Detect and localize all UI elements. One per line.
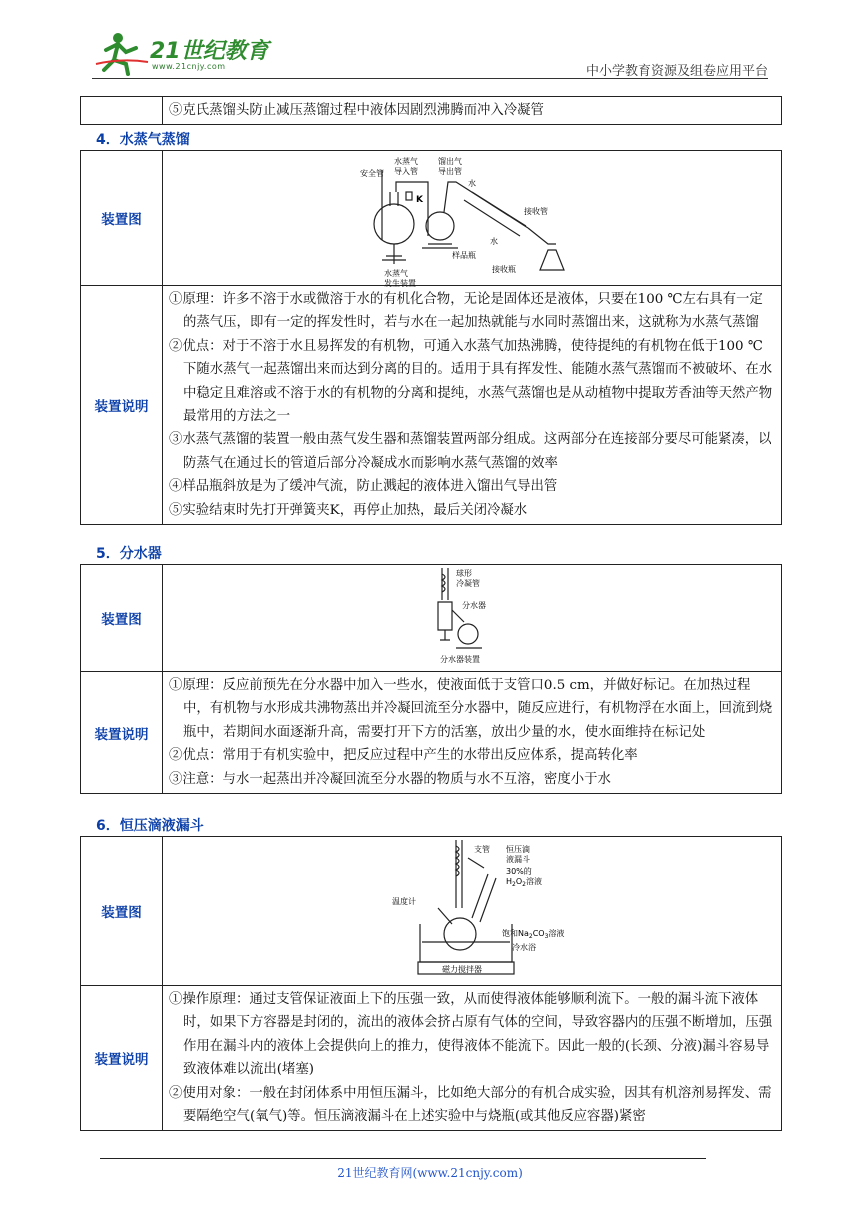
- section-title-pressure-funnel: 6．恒压滴液漏斗: [96, 818, 204, 834]
- figure-cell: [163, 151, 782, 286]
- fig-label: 装置图: [81, 151, 163, 286]
- label-thermometer: 温度计: [392, 897, 416, 906]
- label-stirrer: 磁力搅拌器: [442, 965, 482, 974]
- label-separator: 分水器: [462, 601, 486, 610]
- page-header: [92, 28, 768, 80]
- table-water-separator: [80, 564, 782, 794]
- fig-label: 装置图: [81, 837, 163, 986]
- footer-divider: [100, 1158, 706, 1159]
- label-distill-out-1: 馏出气: [438, 157, 462, 166]
- steam-distillation-diagram: [352, 152, 592, 288]
- platform-name: 中小学教育资源及组卷应用平台: [585, 64, 768, 79]
- desc-item: ③注意：与水一起蒸出并冷凝回流至分水器的物质与水不互溶，密度小于水: [169, 771, 611, 787]
- label-na2co3: 饱和$Na_2CO_3$溶液: [502, 929, 565, 940]
- table-continued: [80, 96, 782, 125]
- empty-label-cell: [81, 97, 163, 125]
- desc-item: ②优点：常用于有机实验中，把反应过程中产生的水带出反应体系，提高转化率: [169, 748, 638, 764]
- label-water-bottom: 水: [490, 237, 498, 246]
- label-safety-tube: 安全管: [360, 169, 384, 178]
- label-bath: 冷水浴: [512, 943, 536, 952]
- label-h2o2-1: 30%的: [506, 867, 532, 876]
- water-separator-diagram: [412, 566, 532, 666]
- label-condenser-1: 球形: [456, 569, 472, 578]
- section-title-steam-distillation: 4．水蒸气蒸馏: [96, 132, 190, 148]
- section-title-water-separator: 5．分水器: [96, 546, 162, 562]
- desc-cell: [163, 986, 782, 1131]
- label-branch: 支管: [474, 845, 490, 854]
- desc-cell: [163, 672, 782, 794]
- desc-cell: [163, 286, 782, 525]
- desc-item: ④样品瓶斜放是为了缓冲气流，防止溅起的液体进入馏出气导出管: [169, 479, 558, 495]
- label-receiver-flask: 接收瓶: [492, 265, 516, 274]
- svg-text:21世纪教育: 21世纪教育: [150, 39, 269, 64]
- pressure-funnel-diagram: [372, 838, 572, 980]
- top-row-text: ⑤克氏蒸馏头防止减压蒸馏过程中液体因剧烈沸腾而冲入冷凝管: [163, 97, 782, 125]
- desc-label: 装置说明: [81, 672, 163, 794]
- desc-label: 装置说明: [81, 986, 163, 1131]
- figure-cell: [163, 837, 782, 986]
- label-separator-caption: 分水器装置: [440, 655, 480, 664]
- figure-cell: [163, 565, 782, 672]
- desc-item: ⑤实验结束时先打开弹簧夹K，再停止加热，最后关闭冷凝水: [169, 502, 528, 518]
- desc-item: ①原理：许多不溶于水或微溶于水的有机化合物，无论是固体还是液体，只要在100 ℃左右具有一定的蒸气压，即有一定的挥发性时，若与水在一起加热就能与水同时蒸馏出来，这就称为水蒸气蒸馏: [169, 292, 763, 331]
- logo-url: www.21cnjy.com: [152, 62, 226, 71]
- label-generator-2: 发生装置: [384, 279, 416, 288]
- label-condenser-2: 冷凝管: [456, 579, 480, 588]
- header-divider: [92, 78, 768, 79]
- desc-item: ①原理：反应前预先在分水器中加入一些水，使液面低于支管口0.5 cm，并做好标记。在加热过程中，有机物与水形成共沸物蒸出并冷凝回流至分水器中，随反应进行，有机物浮在水面上，回流到烧瓶中，若期间水面逐渐升高，需要打开下方的活塞，放出少量的水，使水面维持在标记处: [169, 678, 773, 740]
- fig-label: 装置图: [81, 565, 163, 672]
- desc-item: ①操作原理：通过支管保证液面上下的压强一致，从而使得液体能够顺利流下。一般的漏斗流下液体时，如果下方容器是封闭的，流出的液体会挤占原有气体的空间，导致容器内的压强不断增加，压强作用在漏斗内的液体上会提供向上的推力，使得液体不能流下。因此一般的(长颈、分液)漏斗容易导致液体难以流出(堵塞): [169, 992, 773, 1078]
- label-steam-in-1: 水蒸气: [394, 157, 418, 166]
- label-receiver-tube: 接收管: [524, 207, 548, 216]
- desc-item: ②使用对象：一般在封闭体系中用恒压漏斗，比如绝大部分的有机合成实验，因其有机溶剂易挥发、需要隔绝空气(氧气)等。恒压滴液漏斗在上述实验中与烧瓶(或其他反应容器)紧密: [169, 1085, 772, 1125]
- label-distill-out-2: 导出管: [438, 167, 462, 176]
- label-steam-in-2: 导入管: [394, 167, 418, 176]
- page-footer[interactable]: 21世纪教育网(www.21cnjy.com): [337, 1166, 523, 1180]
- desc-item: ③水蒸气蒸馏的装置一般由蒸气发生器和蒸馏装置两部分组成。这两部分在连接部分要尽可能紧凑，以防蒸气在通过长的管道后部分冷凝成水而影响水蒸气蒸馏的效率: [169, 432, 772, 471]
- desc-label: 装置说明: [81, 286, 163, 525]
- label-water-top: 水: [468, 179, 476, 188]
- label-funnel-2: 液漏斗: [506, 855, 530, 864]
- label-clip-k: K: [416, 195, 423, 205]
- table-steam-distillation: [80, 150, 782, 525]
- label-generator-1: 水蒸气: [384, 269, 408, 278]
- label-h2o2-2: $H_2O_2$溶液: [506, 877, 542, 888]
- label-sample-flask: 样品瓶: [452, 251, 476, 260]
- table-pressure-funnel: [80, 836, 782, 1131]
- desc-item: ②优点：对于不溶于水且易挥发的有机物，可通入水蒸气加热沸腾，使待提纯的有机物在低于100 ℃下随水蒸气一起蒸馏出来而达到分离的目的。适用于具有挥发性、能随水蒸气蒸馏而不被破坏、在水中稳定且难溶或不溶于水的有机物的分离和提纯，水蒸气蒸馏也是从动植物中提取芳香油等天然产物最常用的方法之一: [169, 338, 773, 425]
- label-funnel-1: 恒压滴: [506, 845, 530, 854]
